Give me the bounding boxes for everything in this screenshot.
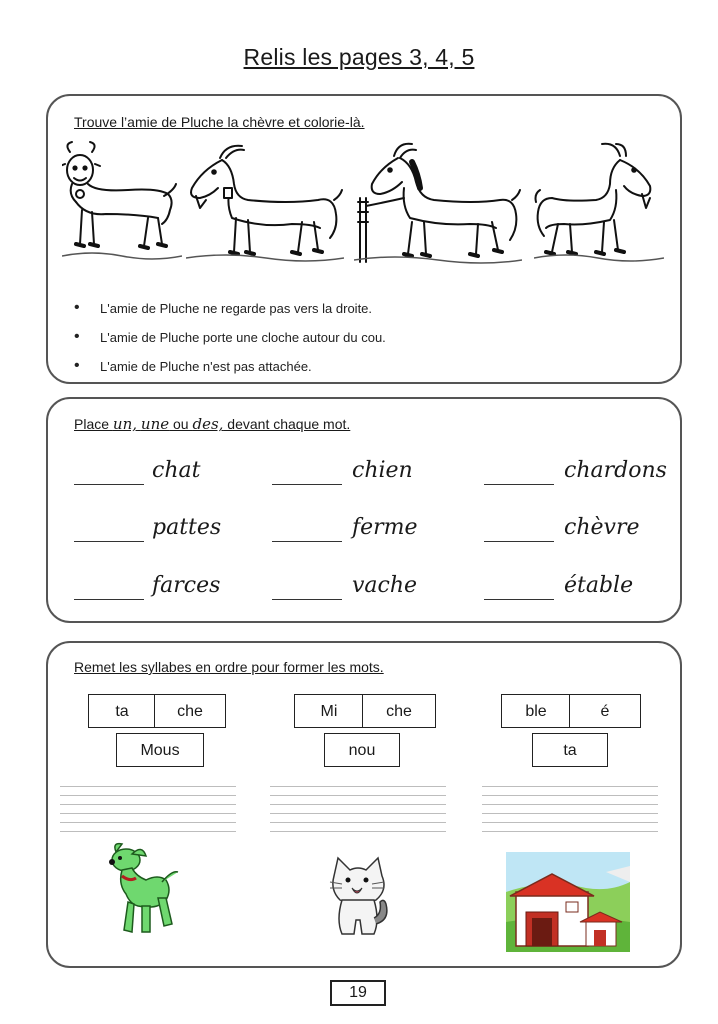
article-blank[interactable] xyxy=(272,484,342,485)
page-title: Relis les pages 3, 4, 5 xyxy=(243,44,475,70)
article-blank[interactable] xyxy=(484,484,554,485)
writing-lines[interactable] xyxy=(482,786,658,840)
article-blank[interactable] xyxy=(74,599,144,600)
syllable-tile[interactable]: che xyxy=(154,694,226,728)
writing-lines[interactable] xyxy=(270,786,446,840)
syllable-tile[interactable]: Mous xyxy=(116,733,204,767)
kitten-image xyxy=(320,850,394,942)
goat-3-image[interactable] xyxy=(354,140,522,268)
word-label: ferme xyxy=(352,515,418,540)
word-label: vache xyxy=(352,573,418,598)
article-une: une xyxy=(140,415,170,433)
article-blank[interactable] xyxy=(74,541,144,542)
article-blank[interactable] xyxy=(74,484,144,485)
barn-image xyxy=(506,852,630,952)
word-label: chat xyxy=(152,458,201,483)
clue-item: • L'amie de Pluche ne regarde pas vers la droite. xyxy=(74,300,386,329)
clue-list xyxy=(74,300,386,387)
syllable-tile[interactable]: é xyxy=(569,694,641,728)
syllable-tile[interactable]: che xyxy=(362,694,436,728)
word-label: chèvre xyxy=(564,515,640,540)
word-label: étable xyxy=(564,573,634,598)
syllable-instruction: Remet les syllabes en ordre pour former les mots. xyxy=(74,659,384,675)
green-dog-image xyxy=(98,842,182,938)
syllable-tile[interactable]: nou xyxy=(324,733,400,767)
word-label: pattes xyxy=(152,515,222,540)
syllable-tile[interactable]: Mi xyxy=(294,694,364,728)
article-instruction xyxy=(74,415,350,433)
word-label: chien xyxy=(352,458,413,483)
syllable-tile[interactable]: ble xyxy=(501,694,571,728)
goat-2-image[interactable] xyxy=(186,140,344,268)
article-blank[interactable] xyxy=(484,541,554,542)
instruction-text: ou xyxy=(169,416,193,432)
instruction-text: Place xyxy=(74,416,113,432)
page-number: 19 xyxy=(330,980,386,1006)
word-label: farces xyxy=(152,573,221,598)
syllable-tile[interactable]: ta xyxy=(532,733,608,767)
article-blank[interactable] xyxy=(272,541,342,542)
article-un: un, xyxy=(112,415,138,433)
syllable-tile[interactable]: ta xyxy=(88,694,156,728)
writing-lines[interactable] xyxy=(60,786,236,840)
goat-instruction: Trouve l’amie de Pluche la chèvre et colorie-là. xyxy=(74,114,365,130)
clue-item: • L'amie de Pluche n'est pas attachée. xyxy=(74,358,386,387)
article-blank[interactable] xyxy=(272,599,342,600)
article-blank[interactable] xyxy=(484,599,554,600)
instruction-text: devant chaque mot. xyxy=(223,416,351,432)
goat-1-image[interactable] xyxy=(62,140,182,268)
article-des: des, xyxy=(192,415,224,433)
clue-item: • L'amie de Pluche porte une cloche autour du cou. xyxy=(74,329,386,358)
goat-4-image[interactable] xyxy=(534,140,664,268)
word-label: chardons xyxy=(564,458,667,483)
